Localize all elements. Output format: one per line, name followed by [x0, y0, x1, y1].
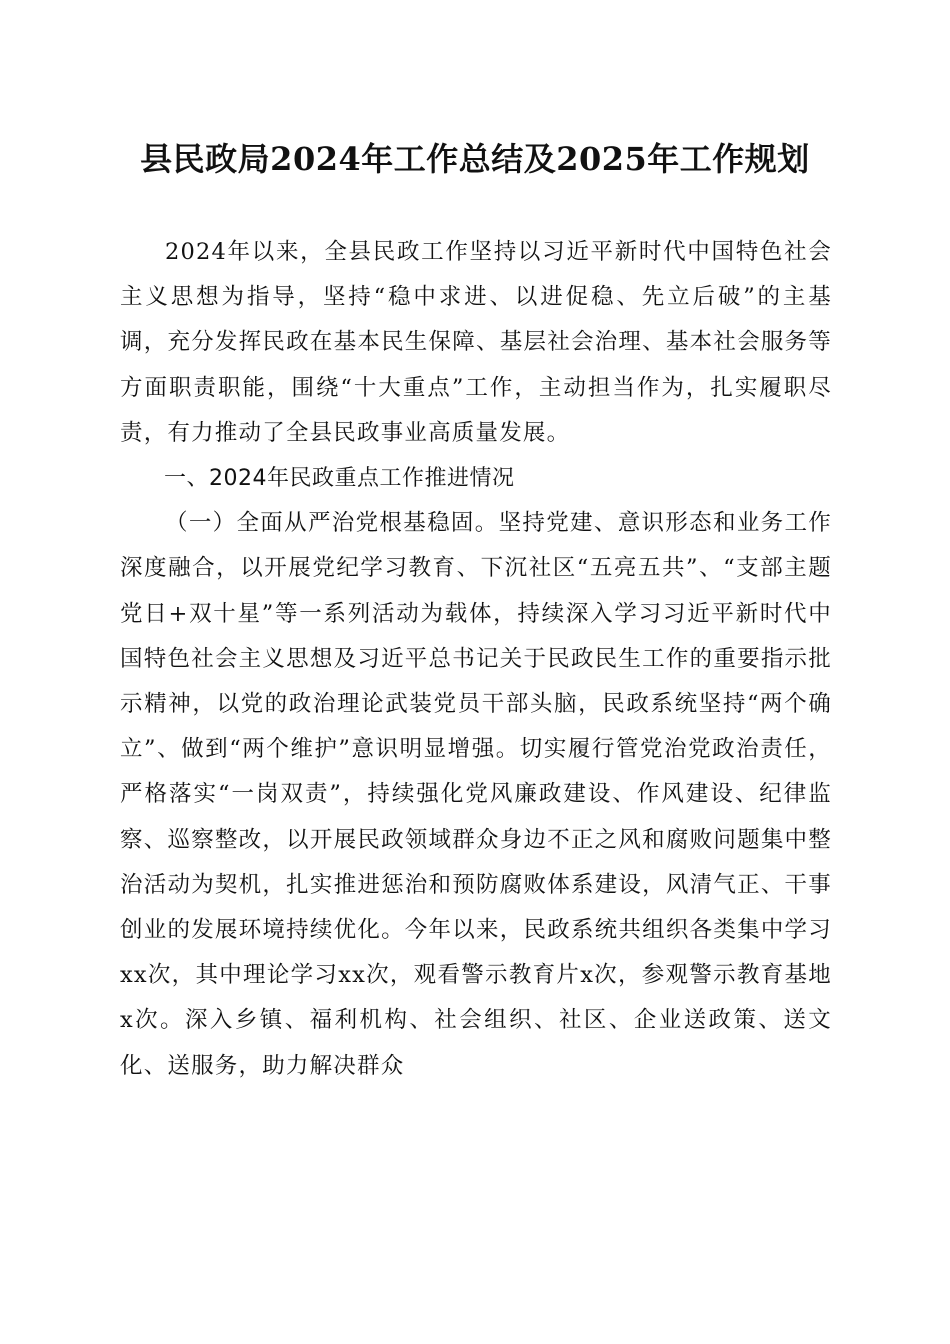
- section-heading: 一、2024年民政重点工作推进情况: [164, 466, 515, 492]
- subsection-heading: （一）全面从严治党根基稳固。: [165, 510, 499, 537]
- subsection-paragraph: [120, 501, 832, 1089]
- document-body: [120, 230, 832, 1089]
- document-title: 县民政局2024年工作总结及2025年工作规划: [140, 140, 810, 178]
- intro-paragraph: 2024年以来，全县民政工作坚持以习近平新时代中国特色社会主义思想为指导，坚持“稳中求进、以进促稳、先立后破”的主基调，充分发挥民政在基本民生保障、基层社会治理、基本社会服务等方面职责职能，围绕“十大重点”工作，主动担当作为，扎实履职尽责，有力推动了全县民政事业高质量发展。: [120, 239, 832, 446]
- subsection-body: 坚持党建、意识形态和业务工作深度融合，以开展党纪学习教育、下沉社区“五亮五共”、“支部主题党日+双十星”等一系列活动为载体，持续深入学习习近平新时代中国特色社会主义思想及习近平总书记关于民政民生工作的重要指示批示精神，以党的政治理论武装党员干部头脑，民政系统坚持“两个确立”、做到“两个维护”意识明显增强。切实履行管党治党政治责任，严格落实“一岗双责”，持续强化党风廉政建设、作风建设、纪律监察、巡察整改，以开展民政领域群众身边不正之风和腐败问题集中整治活动为契机，扎实推进惩治和预防腐败体系建设，风清气正、干事创业的发展环境持续优化。今年以来，民政系统共组织各类集中学习xx次，其中理论学习xx次，观看警示教育片x次，参观警示教育基地x次。深入乡镇、福利机构、社会组织、社区、企业送政策、送文化、送服务，助力解决群众: [120, 510, 832, 1079]
